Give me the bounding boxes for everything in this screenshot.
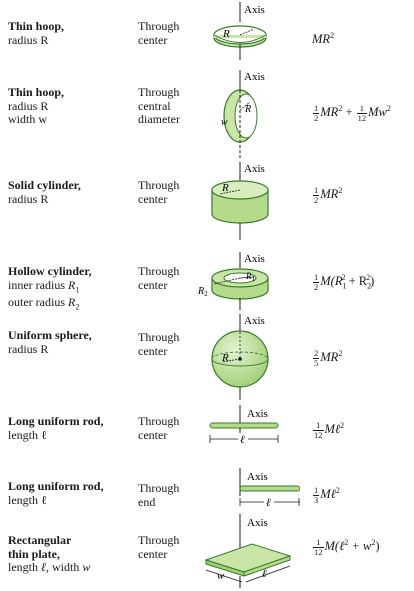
- svg-text:ℓ: ℓ: [262, 568, 267, 580]
- axis-desc: Through center: [138, 19, 180, 47]
- shape-desc: Thin hoop, radius R width w: [8, 85, 65, 126]
- shape-desc: Solid cylinder, radius R: [8, 178, 81, 206]
- thin-hoop-diameter-figure: [190, 68, 300, 160]
- hollow-cylinder-figure: [190, 250, 300, 312]
- shape-desc: Hollow cylinder, inner radius $R_1$ outer radius $R_2$: [8, 264, 92, 312]
- formula-rod-end: $\frac{1}{3}$ Mℓ$^2$: [314, 485, 340, 505]
- svg-text:Axis: Axis: [244, 315, 265, 327]
- svg-text:w: w: [217, 570, 225, 582]
- formula-thin-hoop: $MR^2$: [312, 31, 335, 47]
- solid-cylinder-figure: [190, 160, 300, 242]
- shape-desc: Long uniform rod, length ℓ: [8, 414, 104, 442]
- shape-sub: radius R: [8, 32, 49, 47]
- shape-desc: Rectangular thin plate, length ℓ, width w: [8, 533, 91, 574]
- axis-desc: Through central diameter: [138, 85, 180, 126]
- axis-desc: Through center: [138, 533, 180, 561]
- axis-desc: Through center: [138, 178, 180, 206]
- axis-desc: Through center: [138, 414, 180, 442]
- rod-center-figure: [190, 403, 300, 453]
- shape-desc: Uniform sphere, radius R: [8, 328, 92, 356]
- svg-text:Axis: Axis: [244, 71, 265, 83]
- rod-end-figure: [190, 466, 300, 514]
- svg-text:R2: $R_2$: [198, 286, 208, 298]
- shape-desc: Long uniform rod, length ℓ: [8, 479, 104, 507]
- svg-text:Axis: Axis: [247, 471, 268, 483]
- svg-text:ℓ: ℓ: [266, 497, 271, 509]
- svg-text:Axis: Axis: [247, 517, 268, 529]
- formula-uniform-sphere: $\frac{2}{5}$ $MR^2$: [314, 348, 343, 368]
- svg-text:w: w: [221, 117, 228, 128]
- axis-desc: Through center: [138, 264, 180, 292]
- radius-label: R: [223, 28, 230, 40]
- shape-desc: [8, 20, 64, 47]
- axis-label: Axis: [244, 4, 265, 16]
- svg-text:Axis: Axis: [244, 253, 265, 265]
- formula-solid-cylinder: $\frac{1}{2}$ $MR^2$: [314, 185, 343, 205]
- formula-rod-center: $\frac{1}{12}$ Mℓ$^2$: [314, 420, 345, 440]
- svg-text:R: R: [222, 182, 229, 194]
- formula-hollow-cylinder: $\frac{1}{2}$ $M(R_1^2 + R_2^2)$: [314, 272, 375, 292]
- axis-desc: Through end: [138, 481, 180, 509]
- rect-plate-figure: [190, 512, 300, 590]
- svg-text:Axis: Axis: [247, 408, 268, 420]
- svg-text:Axis: Axis: [244, 163, 265, 175]
- shape-name: Thin hoop,: [8, 19, 65, 33]
- thin-hoop-figure: [190, 0, 300, 62]
- svg-text:R1: $R_1$: [246, 271, 255, 283]
- svg-text:R: R: [245, 104, 252, 115]
- formula-thin-hoop-diameter: $\frac{1}{2}$ $MR^2$ + $\frac{1}{12}$ Mw$^2$: [314, 103, 391, 123]
- svg-text:R: R: [222, 352, 229, 364]
- svg-text:ℓ: ℓ: [240, 434, 245, 446]
- formula-rect-plate: $\frac{1}{12}$ M(ℓ$^2$ + $w^2$): [314, 537, 380, 557]
- axis-desc: Through center: [138, 330, 180, 358]
- uniform-sphere-figure: [190, 312, 300, 402]
